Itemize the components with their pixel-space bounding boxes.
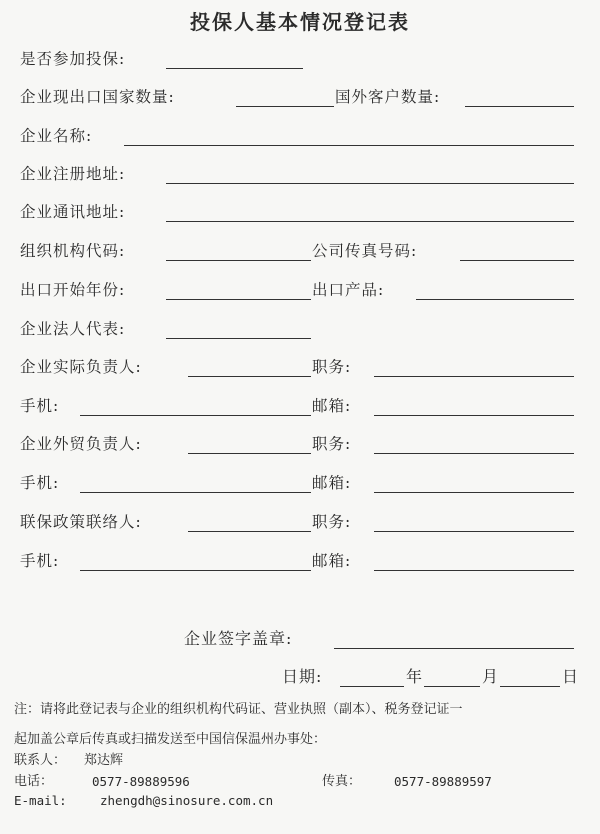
mailing-address-field[interactable]	[166, 221, 574, 222]
month-field[interactable]	[424, 686, 480, 687]
email-1-label: 邮箱:	[312, 397, 352, 415]
registered-address-label: 企业注册地址:	[20, 165, 126, 183]
mailing-address-label: 企业通讯地址:	[20, 203, 126, 221]
year-field[interactable]	[340, 686, 404, 687]
row-mobile-3	[0, 550, 600, 574]
org-code-field[interactable]	[166, 260, 311, 261]
foreign-clients-label: 国外客户数量:	[335, 88, 441, 106]
phone-label: 电话：	[14, 774, 54, 789]
row-registered-address	[0, 163, 600, 187]
position-1-label: 职务:	[312, 358, 352, 376]
policy-contact-field[interactable]	[188, 531, 311, 532]
position-1-field[interactable]	[374, 376, 574, 377]
position-3-label: 职务:	[312, 513, 352, 531]
date-label: 日期:	[282, 667, 323, 686]
row-insured	[0, 48, 600, 72]
form-title: 投保人基本情况登记表	[190, 10, 410, 34]
row-date	[0, 666, 600, 690]
export-start-year-label: 出口开始年份:	[20, 281, 126, 299]
trade-manager-label: 企业外贸负责人:	[20, 435, 142, 453]
insured-label: 是否参加投保:	[20, 50, 126, 68]
company-name-field[interactable]	[124, 145, 574, 146]
note-line-2: 起加盖公章后传真或扫描发送至中国信保温州办事处：	[14, 732, 327, 747]
org-code-label: 组织机构代码:	[20, 242, 126, 260]
row-export-countries	[0, 86, 600, 110]
position-2-field[interactable]	[374, 453, 574, 454]
row-company-name	[0, 125, 600, 149]
export-products-field[interactable]	[416, 299, 574, 300]
company-name-label: 企业名称:	[20, 127, 93, 145]
row-mobile-1	[0, 395, 600, 419]
company-fax-field[interactable]	[460, 260, 574, 261]
policy-contact-label: 联保政策联络人:	[20, 513, 142, 531]
row-mobile-2	[0, 472, 600, 496]
email-label: E-mail:	[14, 793, 67, 808]
email-2-field[interactable]	[374, 492, 574, 493]
export-countries-label: 企业现出口国家数量:	[20, 88, 175, 106]
email-2-label: 邮箱:	[312, 474, 352, 492]
actual-manager-field[interactable]	[188, 376, 311, 377]
export-start-year-field[interactable]	[166, 299, 311, 300]
mobile-1-label: 手机:	[20, 397, 60, 415]
row-signature	[0, 628, 600, 652]
trade-manager-field[interactable]	[188, 453, 311, 454]
row-trade-manager	[0, 433, 600, 457]
legal-rep-field[interactable]	[166, 338, 311, 339]
fax-number: 0577-89889597	[394, 774, 492, 789]
position-3-field[interactable]	[374, 531, 574, 532]
email-3-field[interactable]	[374, 570, 574, 571]
email-1-field[interactable]	[374, 415, 574, 416]
foreign-clients-field[interactable]	[465, 106, 574, 107]
legal-rep-label: 企业法人代表:	[20, 320, 126, 338]
actual-manager-label: 企业实际负责人:	[20, 358, 142, 376]
day-label: 日	[562, 667, 580, 686]
signature-field[interactable]	[334, 648, 574, 649]
mobile-1-field[interactable]	[80, 415, 311, 416]
mobile-2-field[interactable]	[80, 492, 311, 493]
mobile-2-label: 手机:	[20, 474, 60, 492]
export-products-label: 出口产品:	[312, 281, 385, 299]
email-address[interactable]: zhengdh@sinosure.com.cn	[100, 793, 274, 808]
export-countries-field[interactable]	[236, 106, 334, 107]
row-mailing-address	[0, 201, 600, 225]
company-fax-label: 公司传真号码:	[312, 242, 418, 260]
contact-person-label: 联系人：	[14, 753, 67, 768]
row-org-code	[0, 240, 600, 264]
insured-field[interactable]	[166, 68, 303, 69]
mobile-3-label: 手机:	[20, 552, 60, 570]
row-policy-contact	[0, 511, 600, 535]
day-field[interactable]	[500, 686, 560, 687]
registered-address-field[interactable]	[166, 183, 574, 184]
mobile-3-field[interactable]	[80, 570, 311, 571]
row-export-start	[0, 279, 600, 303]
email-3-label: 邮箱:	[312, 552, 352, 570]
fax-label: 传真：	[322, 774, 362, 789]
phone-number: 0577-89889596	[92, 774, 190, 789]
row-actual-manager	[0, 356, 600, 380]
note-line-1: 注：请将此登记表与企业的组织机构代码证、营业执照（副本）、税务登记证一	[14, 702, 463, 717]
row-legal-rep	[0, 318, 600, 342]
month-label: 月	[482, 667, 500, 686]
contact-person: 郑达辉	[84, 753, 124, 768]
year-label: 年	[406, 667, 424, 686]
position-2-label: 职务:	[312, 435, 352, 453]
signature-label: 企业签字盖章:	[184, 629, 293, 648]
